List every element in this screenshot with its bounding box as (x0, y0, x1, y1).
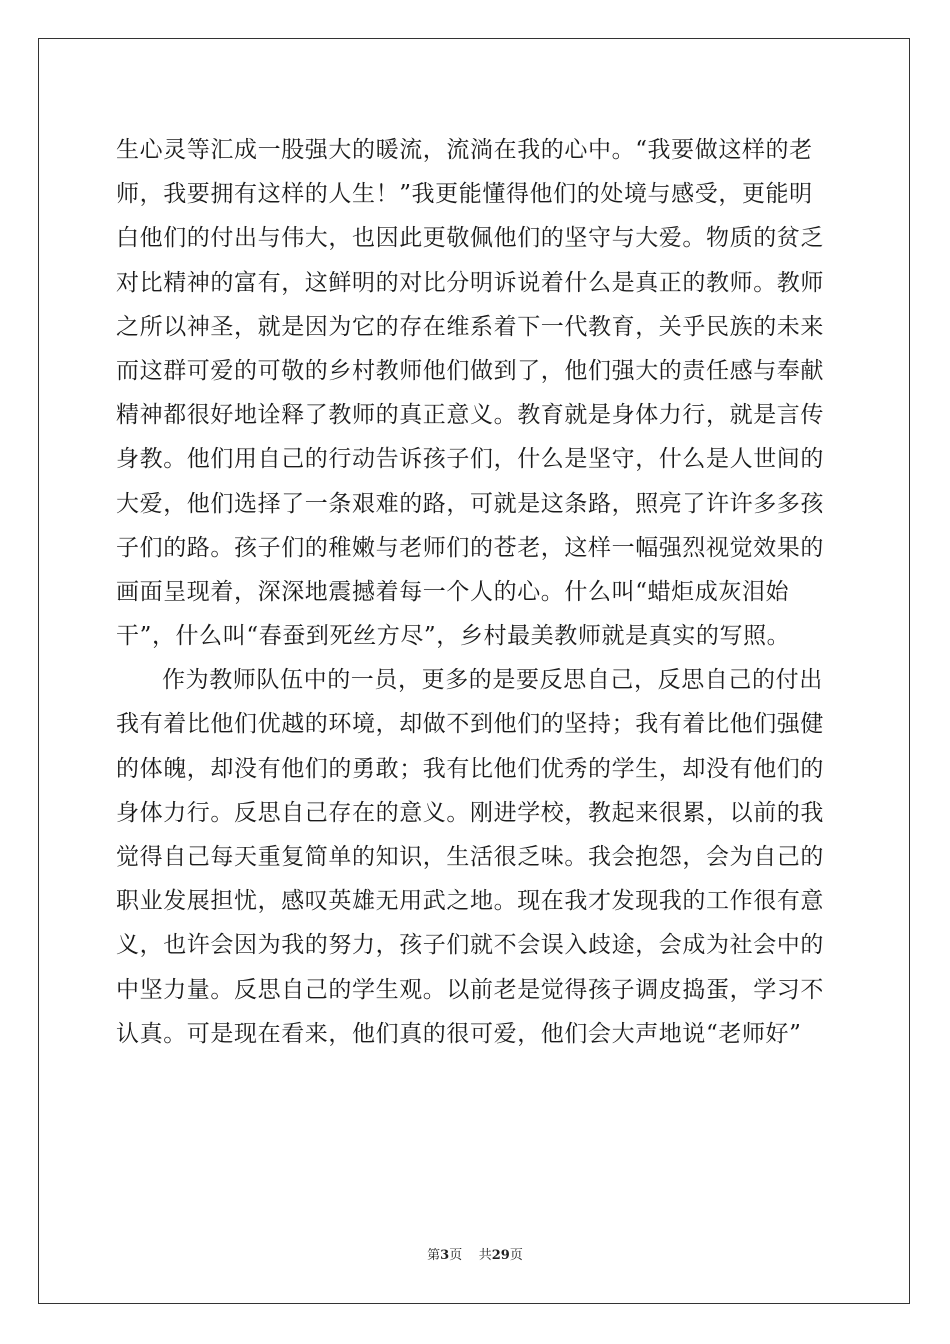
text-line: 身教。他们用自己的行动告诉孩子们，什么是坚守，什么是人世间的 (116, 446, 824, 473)
text-line: 子们的路。孩子们的稚嫩与老师们的苍老，这样一幅强烈视觉效果的 (116, 534, 824, 561)
document-body (116, 128, 836, 1056)
text-line: 对比精神的富有，这鲜明的对比分明诉说着什么是真正的教师。教师 (116, 269, 824, 296)
text-line: 师，我要拥有这样的人生！”我更能懂得他们的处境与感受，更能明 (116, 181, 813, 208)
paragraph-first-line: 作为教师队伍中的一员，更多的是要反思自己，反思自己的付出 (162, 667, 823, 694)
text-line: 职业发展担忧，感叹英雄无用武之地。现在我才发现我的工作很有意 (116, 888, 824, 915)
text-line: 之所以神圣，就是因为它的存在维系着下一代教育，关乎民族的未来 (116, 313, 824, 340)
text-line: 精神都很好地诠释了教师的真正意义。教育就是身体力行，就是言传 (116, 402, 824, 429)
footer-page-number: 3 (440, 1248, 450, 1263)
text-line: 身体力行。反思自己存在的意义。刚进学校，教起来很累，以前的我 (116, 799, 824, 826)
text-line: 的体魄，却没有他们的勇敢；我有比他们优秀的学生，却没有他们的 (116, 755, 824, 782)
text-line: 白他们的付出与伟大，也因此更敬佩他们的坚守与大爱。物质的贫乏 (116, 225, 824, 252)
footer-page-suffix: 页 (449, 1248, 463, 1263)
footer-total-suffix: 页 (509, 1248, 523, 1263)
text-line: 义，也许会因为我的努力，孩子们就不会误入歧途，会成为社会中的 (116, 932, 824, 959)
footer-page-prefix: 第 (427, 1248, 441, 1263)
text-line: 而这群可爱的可敬的乡村教师他们做到了，他们强大的责任感与奉献 (116, 357, 824, 384)
footer-total-pages: 29 (491, 1248, 510, 1263)
text-line: 认真。可是现在看来，他们真的很可爱，他们会大声地说“老师好” (116, 1020, 802, 1047)
text-line: 觉得自己每天重复简单的知识，生活很乏味。我会抱怨，会为自己的 (116, 844, 824, 870)
text-line: 我有着比他们优越的环境，却做不到他们的坚持；我有着比他们强健 (116, 711, 824, 738)
text-line: 中坚力量。反思自己的学生观。以前老是觉得孩子调皮捣蛋，学习不 (116, 976, 824, 1003)
text-line: 生心灵等汇成一股强大的暖流，流淌在我的心中。“我要做这样的老 (116, 137, 813, 163)
text-line: 画面呈现着，深深地震撼着每一个人的心。什么叫“蜡炬成灰泪始 (116, 578, 790, 605)
page-footer (0, 1246, 950, 1266)
footer-total-prefix: 共 (478, 1248, 492, 1263)
text-line: 干”，什么叫“春蚕到死丝方尽”，乡村最美教师就是真实的写照。 (116, 623, 791, 650)
text-line: 大爱，他们选择了一条艰难的路，可就是这条路，照亮了许许多多孩 (116, 490, 824, 517)
